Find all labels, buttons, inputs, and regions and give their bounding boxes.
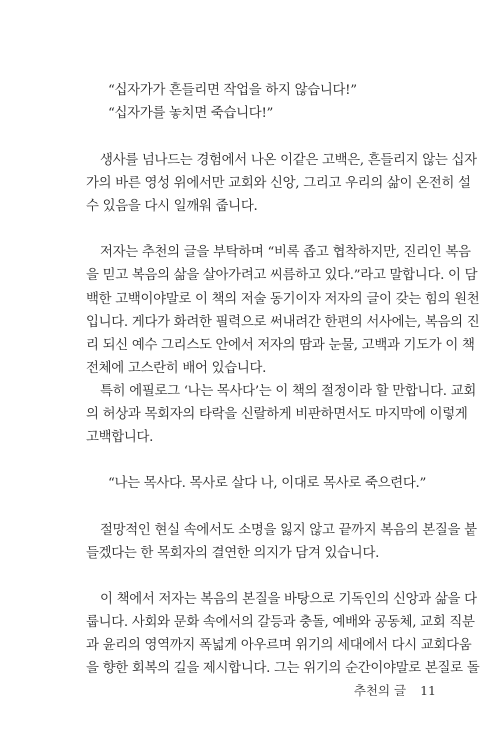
body-line: 백한 고백이야말로 이 책의 저술 동기이자 저자의 글이 갖는 힘의 원천 [86,292,480,307]
body-line: 수 있음을 다시 일깨워 줍니다. [86,199,258,214]
body-line: 룹니다. 사회와 문화 속에서의 갈등과 충돌, 예배와 공동체, 교회 직분 [86,615,475,630]
body-line: 리 되신 예수 그리스도 안에서 저자의 땀과 눈물, 고백과 기도가 이 책 [86,338,475,353]
page-number: 11 [420,683,436,698]
body-line: 가의 바른 영성 위에서만 교회와 신앙, 그리고 우리의 삶이 온전히 설 [86,176,471,191]
body-line: 고백합니다. [86,430,154,445]
body-line: 생사를 넘나드는 경험에서 나온 이같은 고백은, 흔들리지 않는 십자 [100,153,477,168]
body-line: 이 책에서 저자는 복음의 본질을 바탕으로 기독인의 신앙과 삶을 다 [100,592,477,607]
page-footer [354,682,436,700]
body-line: 저자는 추천의 글을 부탁하며 “비록 좁고 협착하지만, 진리인 복음 [100,245,471,260]
quote-line: “나는 목사다. 목사로 살다 나, 이대로 목사로 죽으련다.” [108,476,426,491]
body-line: 과 윤리의 영역까지 폭넓게 아우르며 위기의 세대에서 다시 교회다움 [86,638,472,653]
body-line: 특히 에필로그 ‘나는 목사다’는 이 책의 절정이라 할 만합니다. 교회 [100,384,476,399]
body-line: 을 향한 회복의 길을 제시합니다. 그는 위기의 순간이야말로 본질로 돌 [86,661,480,676]
body-line: 들겠다는 한 목회자의 결연한 의지가 담겨 있습니다. [86,546,380,561]
body-line: 절망적인 현실 속에서도 소명을 잃지 않고 끝까지 복음의 본질을 붙 [100,523,477,538]
body-line: 전체에 고스란히 배어 있습니다. [86,361,267,376]
body-line: 의 허상과 목회자의 타락을 신랄하게 비판하면서도 마지막에 이렇게 [86,407,468,422]
body-line: 입니다. 게다가 화려한 필력으로 써내려간 한편의 서사에는, 복음의 진 [86,315,480,330]
running-title: 추천의 글 [353,683,407,698]
quote-line: “십자가가 흔들리면 작업을 하지 않습니다!” [108,83,357,98]
body-line: 을 믿고 복음의 삶을 살아가려고 씨름하고 있다.”라고 말합니다. 이 담 [86,268,478,283]
quote-line: “십자가를 놓치면 죽습니다!” [108,106,274,121]
